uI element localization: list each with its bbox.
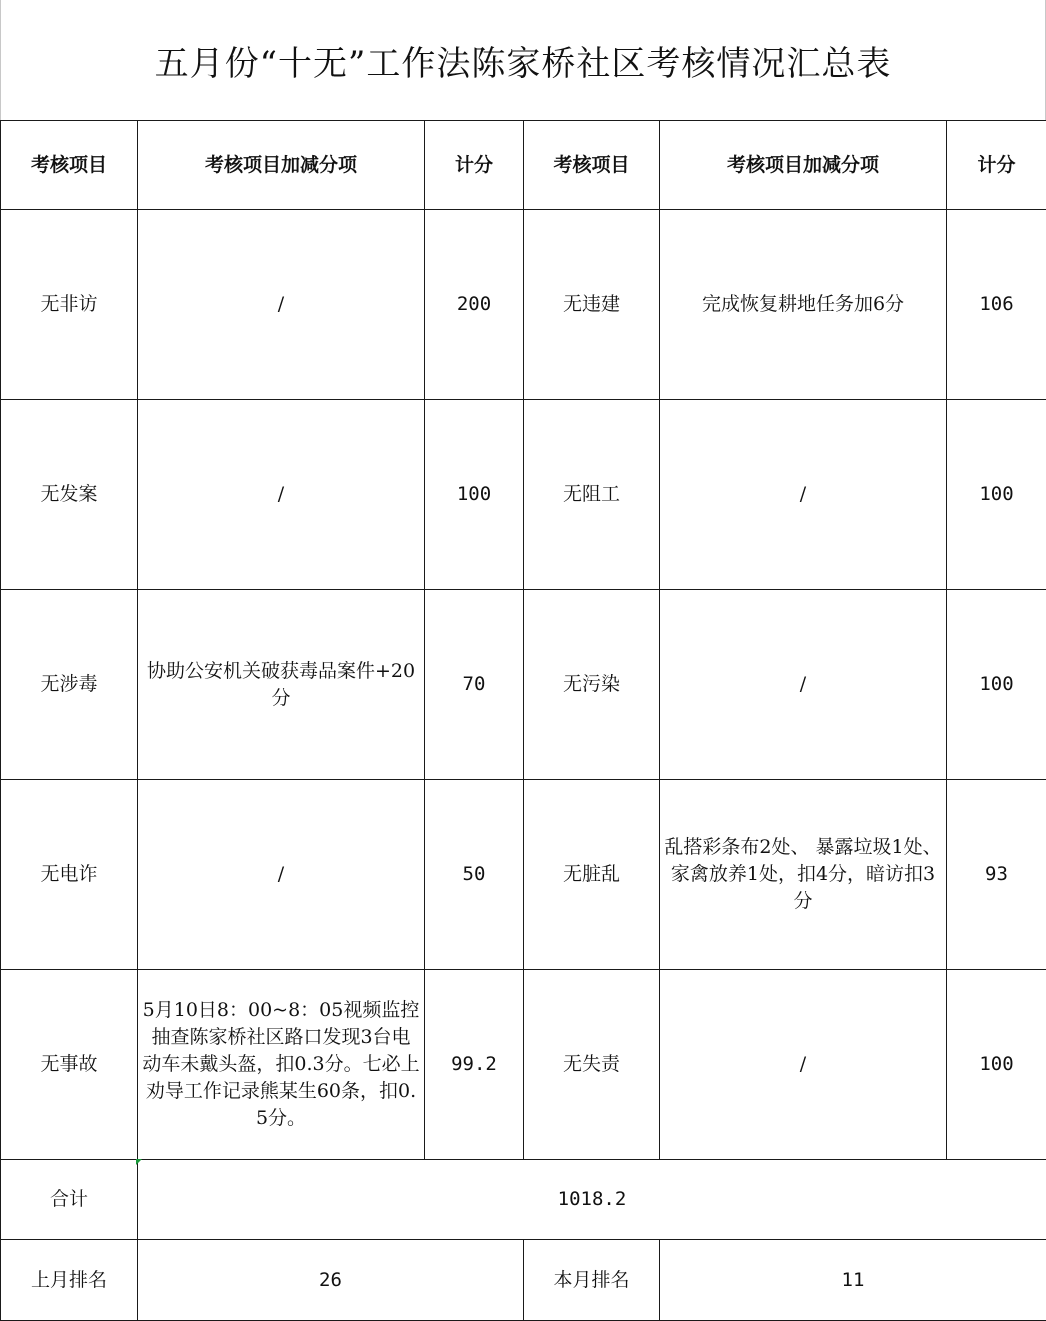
- score-cell: 70: [425, 590, 524, 780]
- adjust-cell: 协助公安机关破获毒品案件+20分: [138, 590, 425, 780]
- adjust-cell: /: [138, 210, 425, 400]
- total-label: 合计: [1, 1160, 138, 1240]
- table-row: [1, 590, 1046, 780]
- this-month-rank-value: 11: [660, 1240, 1046, 1321]
- header-score: 计分: [425, 121, 524, 210]
- item-cell-right: 无脏乱: [524, 780, 660, 970]
- table-row: [1, 780, 1046, 970]
- header-row: [1, 121, 1046, 210]
- item-cell-right: 无违建: [524, 210, 660, 400]
- ranking-row: [1, 1240, 1046, 1321]
- adjust-cell: 5月10日8：00~8：05视频监控抽查陈家桥社区路口发现3台电动车未戴头盔，扣0.3分。七必上劝导工作记录熊某生60条，扣0.5分。: [138, 970, 425, 1160]
- item-cell-right: 无阻工: [524, 400, 660, 590]
- item-cell: 无事故: [1, 970, 138, 1160]
- last-month-rank-value: 26: [138, 1240, 524, 1321]
- page-title: 五月份“十无”工作法陈家桥社区考核情况汇总表: [0, 0, 1046, 120]
- item-cell: 无涉毒: [1, 590, 138, 780]
- header-score-right: 计分: [947, 121, 1046, 210]
- score-cell: 200: [425, 210, 524, 400]
- table-row: [1, 400, 1046, 590]
- score-cell-right: 100: [947, 590, 1046, 780]
- cell-comment-marker: [136, 1159, 142, 1165]
- item-cell: 无发案: [1, 400, 138, 590]
- header-adjust: 考核项目加减分项: [138, 121, 425, 210]
- score-cell: 100: [425, 400, 524, 590]
- score-cell-right: 93: [947, 780, 1046, 970]
- header-item: 考核项目: [1, 121, 138, 210]
- score-cell: 99.2: [425, 970, 524, 1160]
- adjust-cell-right: 完成恢复耕地任务加6分: [660, 210, 947, 400]
- score-cell-right: 106: [947, 210, 1046, 400]
- header-item-right: 考核项目: [524, 121, 660, 210]
- item-cell-right: 无失责: [524, 970, 660, 1160]
- score-cell-right: 100: [947, 970, 1046, 1160]
- adjust-cell: /: [138, 400, 425, 590]
- header-adjust-right: 考核项目加减分项: [660, 121, 947, 210]
- adjust-cell-right: /: [660, 590, 947, 780]
- item-cell-right: 无污染: [524, 590, 660, 780]
- adjust-cell-right: /: [660, 400, 947, 590]
- item-cell: 无电诈: [1, 780, 138, 970]
- table-row: [1, 970, 1046, 1160]
- last-month-rank-label: 上月排名: [1, 1240, 138, 1321]
- this-month-rank-label: 本月排名: [524, 1240, 660, 1321]
- adjust-cell: /: [138, 780, 425, 970]
- adjust-cell-right: /: [660, 970, 947, 1160]
- total-value: 1018.2: [138, 1160, 1046, 1240]
- score-cell-right: 100: [947, 400, 1046, 590]
- score-cell: 50: [425, 780, 524, 970]
- total-row: [1, 1160, 1046, 1240]
- table-row: [1, 210, 1046, 400]
- assessment-table: [0, 120, 1046, 1321]
- adjust-cell-right: 乱搭彩条布2处、 暴露垃圾1处、家禽放养1处，扣4分，暗访扣3分: [660, 780, 947, 970]
- item-cell: 无非访: [1, 210, 138, 400]
